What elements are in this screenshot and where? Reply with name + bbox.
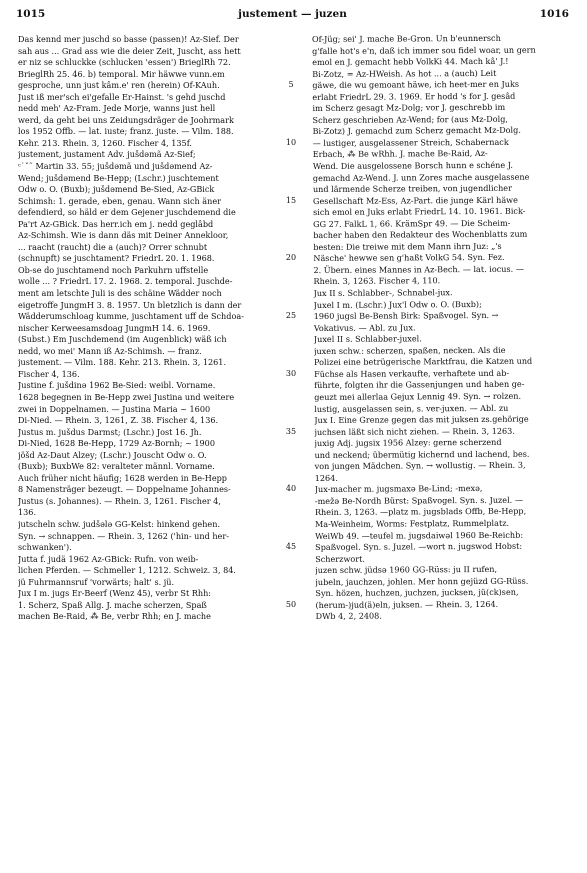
text-line: Justine f. jušdinə 1962 Be-Sied: weibl. Vorname.	[18, 380, 216, 391]
text-line: Fischer 4, 136.	[18, 368, 80, 379]
text-line: 1. Scherz, Spaß Allg. J. mache scherzen, Spaß	[18, 599, 207, 610]
text-line: Kehr. 213. Rhein. 3, 1260. Fischer 4, 135f.	[18, 137, 192, 148]
text-line: Scherzwort.	[315, 553, 365, 564]
text-line: im Scherz gesagt Mz-Dolg; vor J. geschrebb im	[312, 102, 506, 114]
line-number: 30	[285, 368, 297, 378]
text-line: nedd meh' Az-Fram. Jede Morje, wanns just hell	[18, 103, 216, 114]
text-line: jutscheln schw. judšələ GG-Kelst: hinkend gehen.	[18, 518, 221, 529]
text-line: 1960 jugsl Be-Bensh Birk: Spaßvogel. Syn. →	[313, 309, 499, 322]
text-line: Bi-Zotz) J. gemachd zum Scherz gemacht Mz-Dolg.	[312, 125, 521, 137]
text-line: Jux-macher m. jugsmaxə Be-Lind; -mexə,	[314, 483, 483, 495]
text-line: Jutta f. judä 1962 Az-GBick: Rufn. von weib-	[18, 553, 199, 564]
text-line: 8 Namensträger bezeugt. — Doppelname Johannes-	[18, 484, 231, 495]
text-line: jöšd Az-Daut Alzey; (Lschr.) Jouscht Odw o. O.	[18, 449, 207, 460]
text-line: juxig Adj. jugsix 1956 Alzey: gerne scherzend	[314, 436, 502, 449]
text-line: justement. — Vilm. 188. Kehr. 213. Rhein. 3, 1261.	[18, 357, 227, 368]
text-line: (Buxb); BuxbWe 82: veralteter männl. Vorname.	[18, 461, 215, 472]
text-line: Erbach, ⁂ Be wRhh. J. mache Be-Raid, Az-	[312, 148, 488, 160]
text-line: 2. Übern. eines Mannes in Az-Bech. — lat. iocus. —	[313, 263, 524, 275]
text-line: lichen Pferden. — Schmeller 1, 1212. Schweiz. 3, 84.	[18, 565, 236, 576]
text-line: Wend. Die ausgelossene Borsch hunn e schéne J.	[312, 159, 513, 172]
text-line: Füchse als Hasen verkaufte, verhaftete und ab-	[314, 367, 510, 379]
text-line: Scherz geschrieben Az-Wend; for (aus Mz-Dolg,	[312, 113, 508, 125]
text-line: gemachd Az-Wend. J. unn Zores mache ausgelassene	[312, 171, 530, 183]
text-line: Di-Nied, 1628 Be-Hepp, 1729 Az-Bornh; ~ 1900	[18, 438, 215, 449]
line-number: 15	[285, 195, 297, 205]
text-line: Justus m. jušdus Darmst; (Lschr.) Jost 16. Jh.	[18, 426, 202, 437]
text-line: juchsen läßt sich nicht ziehen. — Rhein. 3, 1263.	[314, 425, 515, 437]
text-line: juxen schw.: scherzen, spaßen, necken. Als die	[313, 344, 506, 356]
text-line: juzen schw. jüdsə 1960 GG-Rüss: ju II rufen,	[315, 564, 498, 576]
text-line: gäwe, die wu gemoant häwe, ich heet-mer en Juks	[312, 78, 520, 91]
text-line: Jux II s. Schlabber-, Schnabel-jux.	[313, 287, 453, 299]
text-line: Ob-se do juschtamend noch Parkuhrn uffstelle	[18, 264, 209, 275]
text-line: Justus (s. Johannes). — Rhein. 3, 1261. Fischer 4,	[18, 495, 221, 506]
text-line: Jux I. Eine Grenze gegen das mit juksen zs.gehörige	[314, 413, 529, 426]
text-line: BrieglRh 25. 46. b) temporal. Mir häwwe vunn.em	[18, 68, 225, 79]
text-line: erlabt FriedrL 29. 3. 1969. Er hodd 's for J. gesâd	[312, 90, 516, 102]
text-line: nedd, wo mei' Mann iß Az-Schimsh. — franz.	[18, 345, 202, 356]
text-line: 1628 begegnen in Be-Hepp zwei Justina und weitere	[18, 391, 235, 402]
page-header	[16, 8, 569, 24]
right-column	[312, 32, 578, 622]
text-line: g'falle hot's e'n, daß ich immer sou fidel woar, un gern	[312, 44, 536, 56]
text-line: ment am letschte Juli is des schäine Wädder noch	[18, 288, 222, 299]
left-column	[18, 34, 280, 623]
line-number: 40	[285, 484, 297, 494]
text-line: (Subst.) Em Juschdemend (im Augenblick) wäß ich	[18, 334, 227, 345]
text-line: sich emol en Juks erlabt FriedrL 14. 10. 1961. Bick-	[313, 205, 526, 218]
text-line: führte, folgten ihr die Gassenjungen und haben ge-	[314, 379, 525, 391]
text-line: machen Be-Raid, ⁂ Be, verbr Rhh; en J. mache	[18, 611, 211, 622]
line-number: 50	[285, 599, 297, 609]
text-line: Ma-Weinheim, Worms: Festplatz, Rummelplatz.	[314, 517, 510, 529]
text-line: Näsche' hewwe sen g'haßt VolkG 54. Syn. Fez.	[313, 252, 505, 264]
text-line: Just iß mer'sch ei'gefalle Er-Hainst. 's gehd juschd	[18, 91, 226, 102]
text-line: (schnupft) se juschtament? FriedrL 20. 1. 1968.	[18, 253, 215, 264]
text-line: von jungen Mädchen. Syn. → wollustig. — Rhein. 3,	[314, 459, 526, 472]
text-line: ᶜ˙ˇ˜ Martin 33. 55; jušdəmã und jušdəmend Az-	[18, 161, 213, 172]
text-line: Pa'rt Az-GBick. Das herr.ich em j. nedd geglâbd	[18, 218, 214, 229]
text-line: GG 27. FalkL 1, 66. KrämSpr 49. — Die Scheim-	[313, 217, 511, 229]
text-line: Az-Schimsh. Wie is dann däs mit Deiner Annekloor,	[18, 230, 229, 241]
text-line: (herum-)jud(ä)eln, juksen. — Rhein. 3, 1264.	[315, 598, 499, 610]
text-line: 1264.	[314, 472, 338, 483]
text-line: jubeln, jauchzen, johlen. Mer honn gejüzd GG-Rüss.	[315, 575, 529, 587]
line-number: 10	[285, 137, 297, 147]
text-line: lustig, ausgelassen sein, s. ver-juxen. — Abl. zu	[314, 402, 509, 414]
text-line: Syn. hözen, huchzen, juchzen, jucksen, jü(ck)sen,	[315, 586, 519, 599]
line-number: 25	[285, 311, 297, 321]
text-line: er niz se schluckke (schlucken 'essen') BrieglRh 72.	[18, 57, 231, 68]
text-line: wolle ... ? FriedrL 17. 2. 1968. 2. temporal. Juschde-	[18, 276, 233, 287]
text-line: bacher haben den Redakteur des Wochenblatts zum	[313, 228, 528, 241]
text-line: defendierd, so häld er dem Gejener juschdemend die	[18, 207, 236, 218]
text-line: Polizei eine betrügerische Marktfrau, die Katzen und	[313, 355, 533, 368]
text-line: Rhein. 3, 1263. Fischer 4, 110.	[313, 275, 441, 287]
line-number: 5	[288, 80, 294, 90]
text-line: — lustiger, ausgelassener Streich, Schabernack	[312, 136, 509, 148]
text-line: Juxel I m. (Lschr.) Jux'l Odw o. O. (Buxb);	[313, 298, 482, 310]
text-line: besten: Die treiwe mit dem Mann ihrn Juz: „'s	[313, 240, 502, 252]
text-line: emol en J. gemacht hebb VolkKi 44. Mach kâ' J.!	[312, 55, 509, 68]
text-line: Wädderumschloag kumme, juschtament uff de Schdoa-	[18, 311, 244, 322]
text-line: Odw o. O. (Buxb); jušdəmend Be-Sied, Az-GBick	[18, 184, 215, 195]
text-line: -mežə Be-Nordh Bürst: Spaßvogel. Syn. s. Juzel. —	[314, 494, 523, 506]
text-line: Syn. → schnappen. — Rhein. 3, 1262 ('hin- und her-	[18, 530, 229, 541]
text-line: und neckend; übermütig kichernd und lachend, bes.	[314, 448, 530, 460]
page-number-right: 1016	[539, 8, 569, 20]
text-line: Das kennd mer juschd so basse (passen)! Az-Sief. Der	[18, 34, 239, 44]
text-line: schwanken').	[18, 542, 72, 553]
text-line: werd, da geht bei uns Zeidungsdräger de Joohrmark	[18, 114, 234, 125]
text-line: 136.	[18, 507, 37, 518]
line-number: 35	[285, 426, 297, 436]
text-line: Schimsh: 1. gerade, eben, genau. Wann sich äner	[18, 195, 221, 206]
text-line: Rhein. 3, 1263. —platz m. jugsblads Offb, Be-Hepp,	[314, 506, 527, 518]
text-line: nischer Kerweesamsdoag JungmH 14. 6. 1969.	[18, 322, 211, 333]
text-line: Jux I m. jugs Er-Beerf (Wenz 45), verbr St Rhh:	[18, 588, 212, 599]
text-line: sah aus ... Grad ass wie die deier Zeit, Juscht, ass hett	[18, 45, 241, 56]
text-line: WeiWb 49. —teufel m. jugsdaiwəl 1960 Be-Reichb:	[315, 529, 524, 541]
text-line: Gesellschaft Mz-Ess, Az-Part. die junge Kärl häwe	[312, 194, 518, 206]
text-line: Of-Jüg; sei' J. mache Be-Gron. Un b'eunnersch	[312, 32, 501, 44]
page-number-left: 1015	[16, 8, 46, 20]
text-line: ... raacht (raucht) die a (auch)? Orrer schnubt	[18, 241, 208, 252]
text-line: gesproche, unn just kâm.e' ren (herein) Of-KAuh.	[18, 80, 220, 91]
text-line: Bi-Zotz, = Az-HWeish. As hot ... a (auch) Leit	[312, 67, 497, 79]
text-line: und lärmende Scherze treiben, von jugendlicher	[312, 182, 512, 195]
text-line: geuzt mei allerlaa Gejux Lennig 49. Syn. → rolzen.	[314, 390, 522, 402]
text-line: Spaßvogel. Syn. s. Juzel. —wort n. jugswod Hobst:	[315, 540, 523, 553]
running-head: justement — juzen	[238, 8, 347, 20]
text-line: zwei in Doppelnamen. — Justina Maria ~ 1600	[18, 403, 211, 414]
text-line: jü Fuhrmannsruf 'vorwärts; halt' s. jü.	[18, 576, 175, 587]
text-line: Di-Nied. — Rhein. 3, 1261, Z. 38. Fischer 4, 136.	[18, 415, 219, 426]
line-number: 20	[285, 253, 297, 263]
line-number: 45	[285, 542, 297, 552]
text-line: eigetroffe JungmH 3. 8. 1957. Un bletzlich is dann der	[18, 299, 242, 310]
text-line: Vokativus. — Abl. zu Jux.	[313, 322, 416, 333]
text-line: Juxel II s. Schlabber-juxel.	[313, 333, 422, 345]
text-line: Auch früher nicht häufig; 1628 werden in Be-Hepp	[18, 472, 227, 483]
text-line: justement, justament Adv. jušdəmã Az-Sief;	[18, 149, 196, 160]
text-line: Wend; jušdəmend Be-Hepp; (Lschr.) juschtement	[18, 172, 219, 183]
text-line: DWb 4, 2, 2408.	[315, 610, 382, 622]
text-line: los 1952 Offb. — lat. iuste; franz. juste. — Vilm. 188.	[18, 126, 234, 137]
